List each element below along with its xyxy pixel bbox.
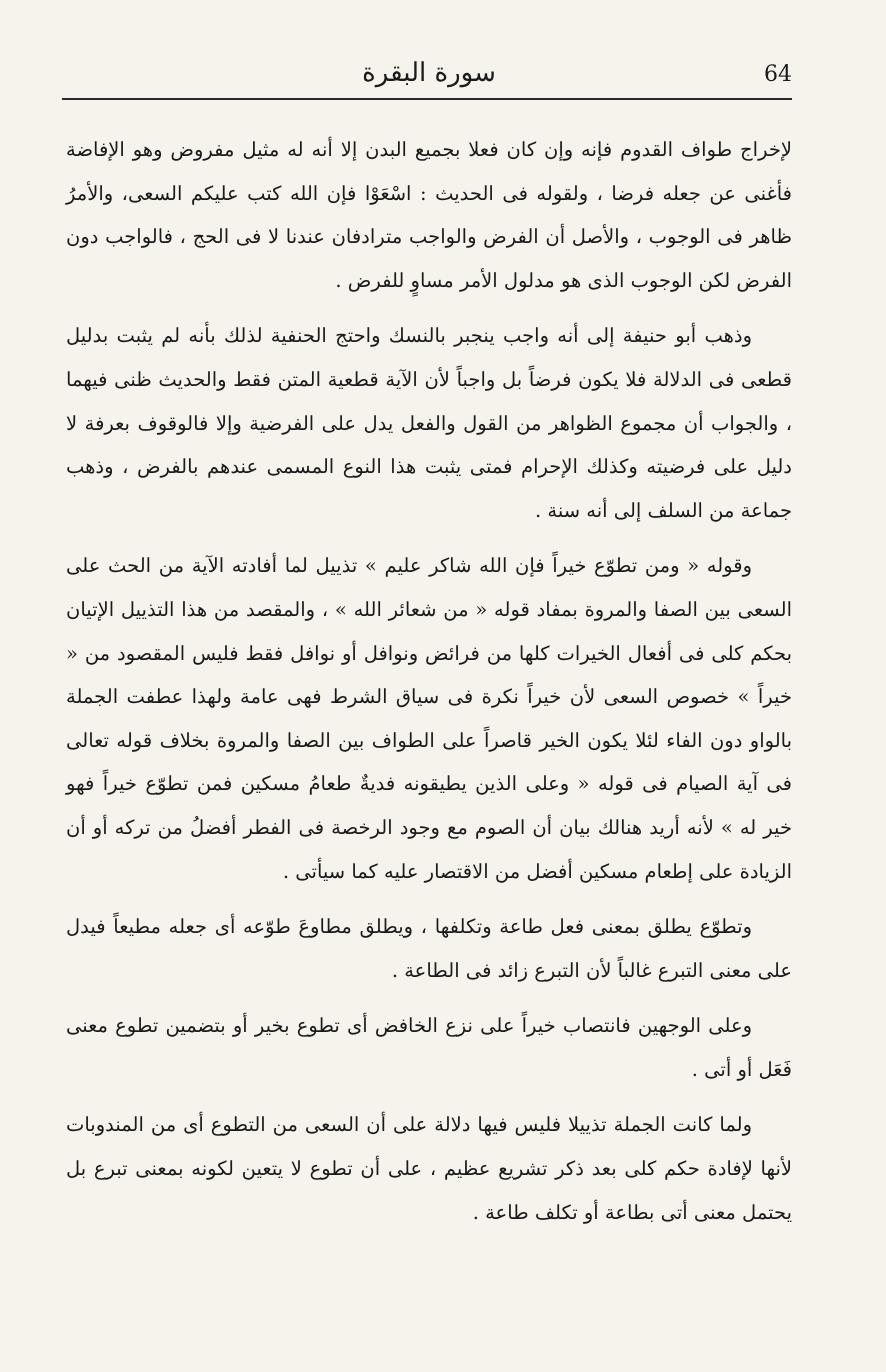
paragraph: وقوله « ومن تطوّع خيراً فإن الله شاكر عليم » تذييل لما أفادته الآية من الحث على السعى بين الصفا والمروة بمفاد قوله « من شعائر الله » ، والمقصد من هذا التذييل الإتيان بحكم كلى فى أفعال الخيرات كلها من فرائض ونوافل أو نوافل فقط فليس المقصود من « خيراً » خصوص السعى لأن خيراً نكرة فى سياق الشرط فهى عامة ولهذا عطفت الجملة بالواو دون الفاء لئلا يكون الخير قاصراً على الطواف بين الصفا والمروة بخلاف قوله تعالى فى آية الصيام فى قوله « وعلى الذين يطيقونه فديةٌ طعامُ مسكين فمن تطوّع خيراً فهو خير له » لأنه أريد هنالك بيان أن الصوم مع وجود الرخصة فى الفطر أفضلُ من تركه أو أن الزيادة على إطعام مسكين أفضل من الاقتصار عليه كما سيأتى .	[66, 554, 792, 883]
paragraph: وذهب أبو حنيفة إلى أنه واجب ينجبر بالنسك واحتج الحنفية لذلك بأنه لم يثبت بدليل قطعى فى الدلالة فلا يكون فرضاً بل واجباً لأن الآية قطعية المتن فقط والحديث ظنى فيهما ، والجواب أن مجموع الظواهر من القول والفعل يدل على الفرضية وإلا فالوقوف بعرفة لا دليل على فرضيته وكذلك الإحرام فمتى يثبت هذا النوع المسمى عندهم بالفرض ، وذهب جماعة من السلف إلى أنه سنة .	[66, 324, 792, 522]
running-title: سورة البقرة	[362, 58, 496, 88]
paragraph: وتطوّع يطلق بمعنى فعل طاعة وتكلفها ، ويطلق مطاوعَ طوّعه أى جعله مطيعاً فيدل على معنى التبرع غالباً لأن التبرع زائد فى الطاعة .	[66, 915, 792, 982]
paragraph: وعلى الوجهين فانتصاب خيراً على نزع الخافض أى تطوع بخير أو بتضمين تطوع معنى فَعَل أو أتى .	[66, 1014, 792, 1081]
page-header	[66, 56, 792, 96]
header-rule	[62, 98, 792, 100]
paragraph: لإخراج طواف القدوم فإنه وإن كان فعلا بجميع البدن إلا أنه له مثيل مفروض وهو الإفاضة فأغنى عن جعله فرضا ، ولقوله فى الحديث : اسْعَوْا فإن الله كتب عليكم السعى، والأمرُ ظاهر فى الوجوب ، والأصل أن الفرض والواجب مترادفان عندنا لا فى الحج ، فالواجب دون الفرض لكن الوجوب الذى هو مدلول الأمر مساوٍ للفرض .	[66, 138, 792, 292]
page-body	[66, 128, 792, 1246]
paragraph: ولما كانت الجملة تذييلا فليس فيها دلالة على أن السعى من التطوع أى من المندوبات لأنها لإفادة حكم كلى بعد ذكر تشريع عظيم ، على أن تطوع لا يتعين لكونه بمعنى تبرع بل يحتمل معنى أتى بطاعة أو تكلف طاعة .	[66, 1113, 792, 1224]
page-number: 64	[764, 62, 792, 87]
